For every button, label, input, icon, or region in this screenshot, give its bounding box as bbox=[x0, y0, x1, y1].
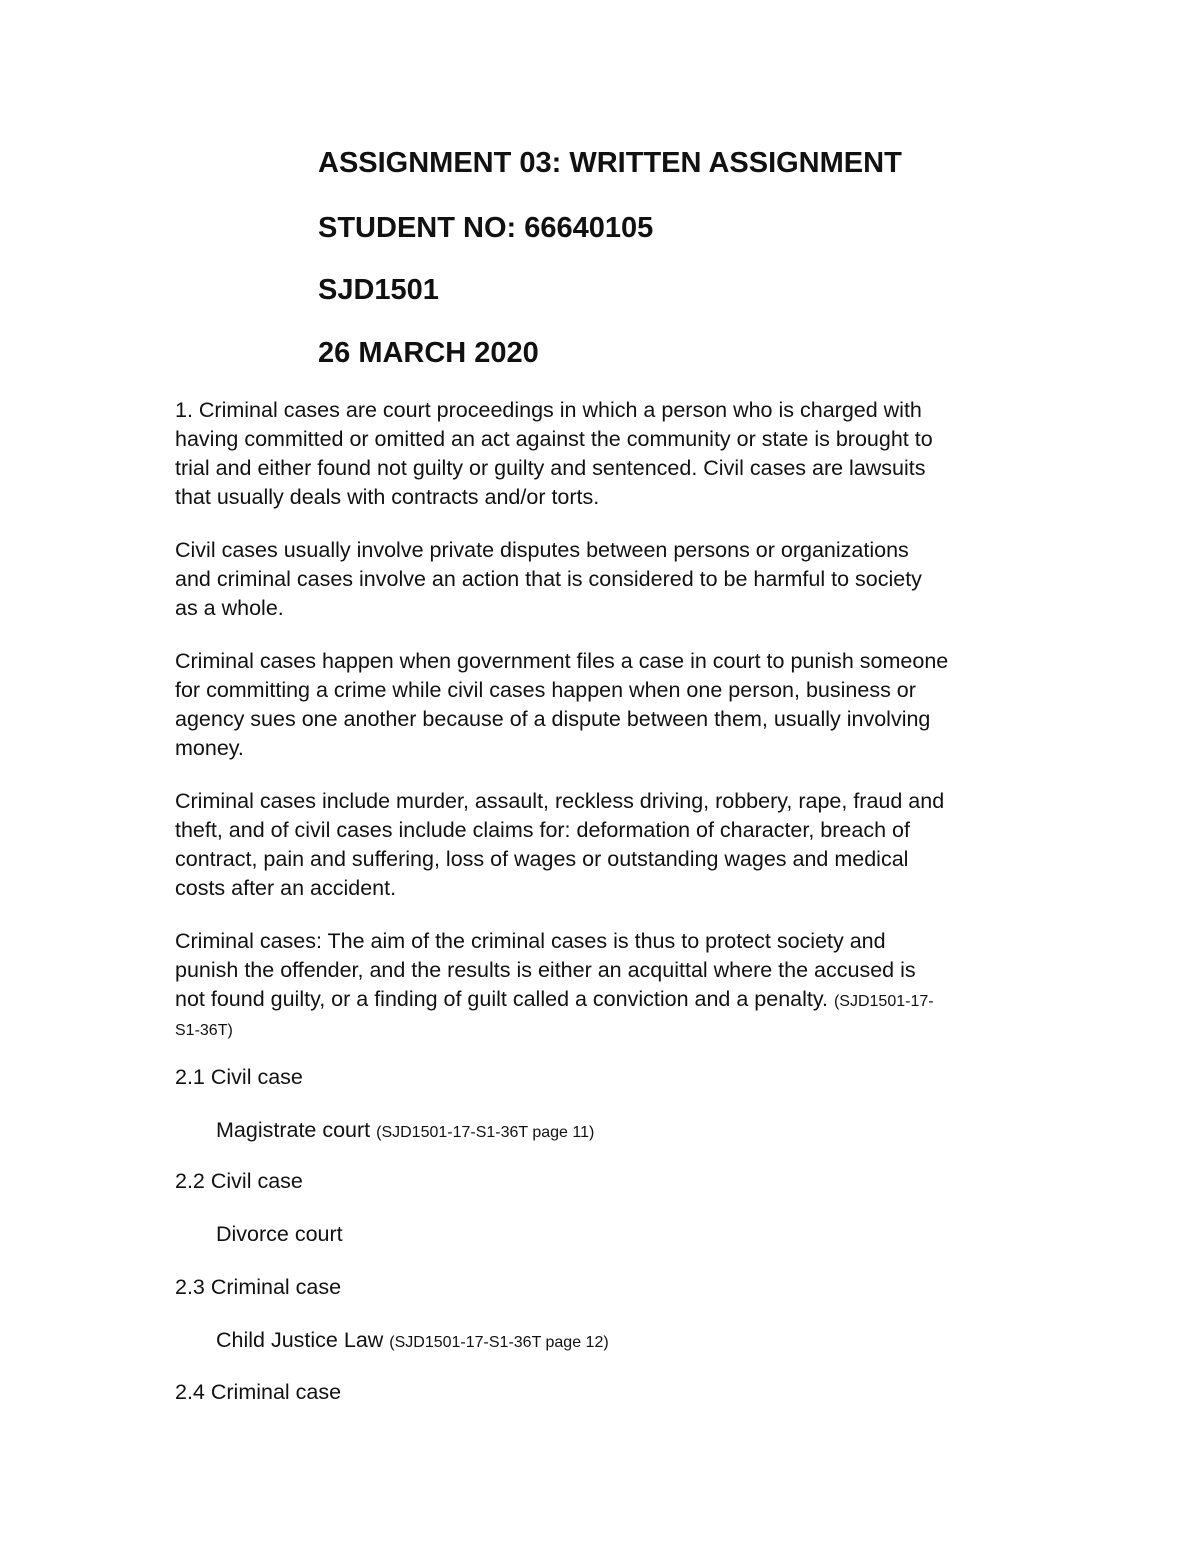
paragraph-line: Criminal cases happen when government files a case in court to punish someone bbox=[175, 649, 949, 673]
paragraph-1 bbox=[175, 396, 1055, 512]
question-2-2-answer: Divorce court bbox=[216, 1222, 343, 1246]
paragraph-line bbox=[175, 985, 1055, 1016]
assignment-date: 26 MARCH 2020 bbox=[318, 337, 539, 369]
paragraph-line: agency sues one another because of a dispute between them, usually involving bbox=[175, 707, 931, 731]
paragraph-line: punish the offender, and the results is either an acquittal where the accused is bbox=[175, 958, 916, 982]
answer-text: Magistrate court bbox=[216, 1118, 377, 1142]
citation-reference: (SJD1501-17-S1-36T page 11) bbox=[376, 1124, 595, 1141]
paragraph-line: contract, pain and suffering, loss of wages or outstanding wages and medical bbox=[175, 847, 909, 871]
paragraph-line: money. bbox=[175, 736, 244, 760]
paragraph-line: theft, and of civil cases include claims for: deformation of character, breach of bbox=[175, 818, 910, 842]
paragraph-5 bbox=[175, 927, 1055, 1045]
paragraph-line: having committed or omitted an act against the community or state is brought to bbox=[175, 427, 933, 451]
question-2-1-heading: 2.1 Civil case bbox=[175, 1065, 303, 1089]
question-2-3-heading: 2.3 Criminal case bbox=[175, 1275, 342, 1299]
paragraph-4 bbox=[175, 787, 1055, 903]
question-2-1-answer bbox=[216, 1116, 594, 1147]
citation-reference: (SJD1501-17-S1-36T page 12) bbox=[389, 1334, 609, 1351]
paragraph-2 bbox=[175, 536, 1055, 623]
question-2-2-heading: 2.2 Civil case bbox=[175, 1169, 303, 1193]
paragraph-line: Civil cases usually involve private disputes between persons or organizations bbox=[175, 538, 909, 562]
paragraph-line: trial and either found not guilty or guilty and sentenced. Civil cases are lawsuits bbox=[175, 456, 926, 480]
paragraph-3 bbox=[175, 647, 1055, 763]
paragraph-line: and criminal cases involve an action that is considered to be harmful to society bbox=[175, 567, 922, 591]
paragraph-line: Criminal cases include murder, assault, reckless driving, robbery, rape, fraud and bbox=[175, 789, 945, 813]
paragraph-line: as a whole. bbox=[175, 596, 284, 620]
module-code: SJD1501 bbox=[318, 274, 439, 306]
paragraph-line: that usually deals with contracts and/or torts. bbox=[175, 485, 600, 509]
student-number: STUDENT NO: 66640105 bbox=[318, 212, 654, 244]
paragraph-line: 1. Criminal cases are court proceedings in which a person who is charged with bbox=[175, 398, 922, 422]
answer-text: Child Justice Law bbox=[216, 1328, 390, 1352]
paragraph-line: for committing a crime while civil cases happen when one person, business or bbox=[175, 678, 916, 702]
paragraph-text: not found guilty, or a finding of guilt called a conviction and a penalty. bbox=[175, 987, 834, 1011]
question-2-3-answer bbox=[216, 1326, 609, 1357]
assignment-title: ASSIGNMENT 03: WRITTEN ASSIGNMENT bbox=[318, 147, 902, 179]
paragraph-line: Criminal cases: The aim of the criminal cases is thus to protect society and bbox=[175, 929, 886, 953]
citation-reference: (SJD1501-17- bbox=[833, 993, 934, 1010]
citation-reference: S1-36T) bbox=[175, 1022, 233, 1039]
question-2-4-heading: 2.4 Criminal case bbox=[175, 1380, 342, 1404]
paragraph-line: costs after an accident. bbox=[175, 876, 397, 900]
